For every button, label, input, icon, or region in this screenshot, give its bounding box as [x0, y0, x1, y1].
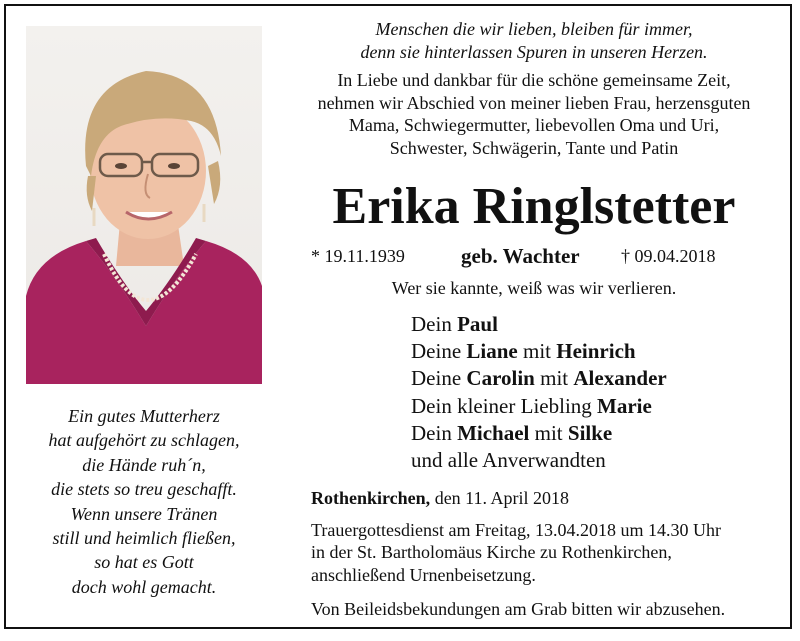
top-quote	[284, 18, 784, 63]
remembrance-quote: Wer sie kannte, weiß was wir verlieren.	[391, 278, 677, 298]
family-entry: Deine Carolin mit Alexander	[411, 366, 667, 391]
family-entry: Deine Liane mit Heinrich	[411, 339, 636, 364]
date: den 11. April 2018	[430, 488, 570, 508]
poem-line: doch wohl gemacht.	[71, 576, 217, 597]
intro-line: Schwester, Schwägerin, Tante und Patin	[389, 137, 679, 158]
family-entry: Dein kleiner Liebling Marie	[411, 393, 652, 418]
maiden-name: geb. Wachter	[461, 244, 580, 268]
poem-line: hat aufgehört zu schlagen,	[48, 430, 240, 451]
place: Rothenkirchen,	[311, 488, 431, 508]
service-line: in der St. Bartholomäus Kirche zu Rothenkirchen,	[311, 542, 672, 563]
poem-line: still und heimlich fließen,	[52, 528, 236, 549]
quote-line: denn sie hinterlassen Spuren in unseren Herzen.	[360, 41, 708, 62]
family-entry: und alle Anverwandten	[411, 448, 606, 473]
poem-line: Ein gutes Mutterherz	[68, 406, 220, 426]
service-line: anschließend Urnenbeisetzung.	[311, 564, 536, 585]
intro-line: In Liebe und dankbar für die schöne gemeinsame Zeit,	[337, 70, 731, 90]
intro-line: Mama, Schwiegermutter, liebevollen Oma und Uri,	[348, 115, 720, 135]
poem-line: die Hände ruh´n,	[82, 454, 206, 475]
family-list	[411, 311, 667, 474]
portrait-photo	[26, 26, 262, 384]
place-and-date	[311, 488, 569, 509]
service-line: Trauergottesdienst am Freitag, 13.04.2018 um 14.30 Uhr	[311, 520, 721, 540]
family-entry: Dein Paul	[411, 312, 498, 336]
poem-line: die stets so treu geschafft.	[51, 479, 237, 500]
death-date: † 09.04.2018	[621, 246, 716, 266]
left-poem	[6, 404, 282, 599]
obituary-notice	[4, 4, 792, 629]
poem-line: Wenn unsere Tränen	[70, 503, 218, 524]
family-entry: Dein Michael mit Silke	[411, 420, 613, 445]
intro-line: nehmen wir Abschied von meiner lieben Frau, herzensguten	[317, 92, 751, 113]
poem-line: so hat es Gott	[94, 552, 194, 573]
intro-text	[284, 69, 784, 159]
deceased-name: Erika Ringlstetter	[332, 178, 736, 235]
birth-date: * 19.11.1939	[311, 246, 405, 266]
portrait-illustration	[26, 26, 262, 384]
quote-line: Menschen die wir lieben, bleiben für immer,	[375, 19, 693, 39]
service-info	[311, 519, 721, 586]
closing-note: Von Beileidsbekundungen am Grab bitten wir abzusehen.	[311, 599, 726, 619]
